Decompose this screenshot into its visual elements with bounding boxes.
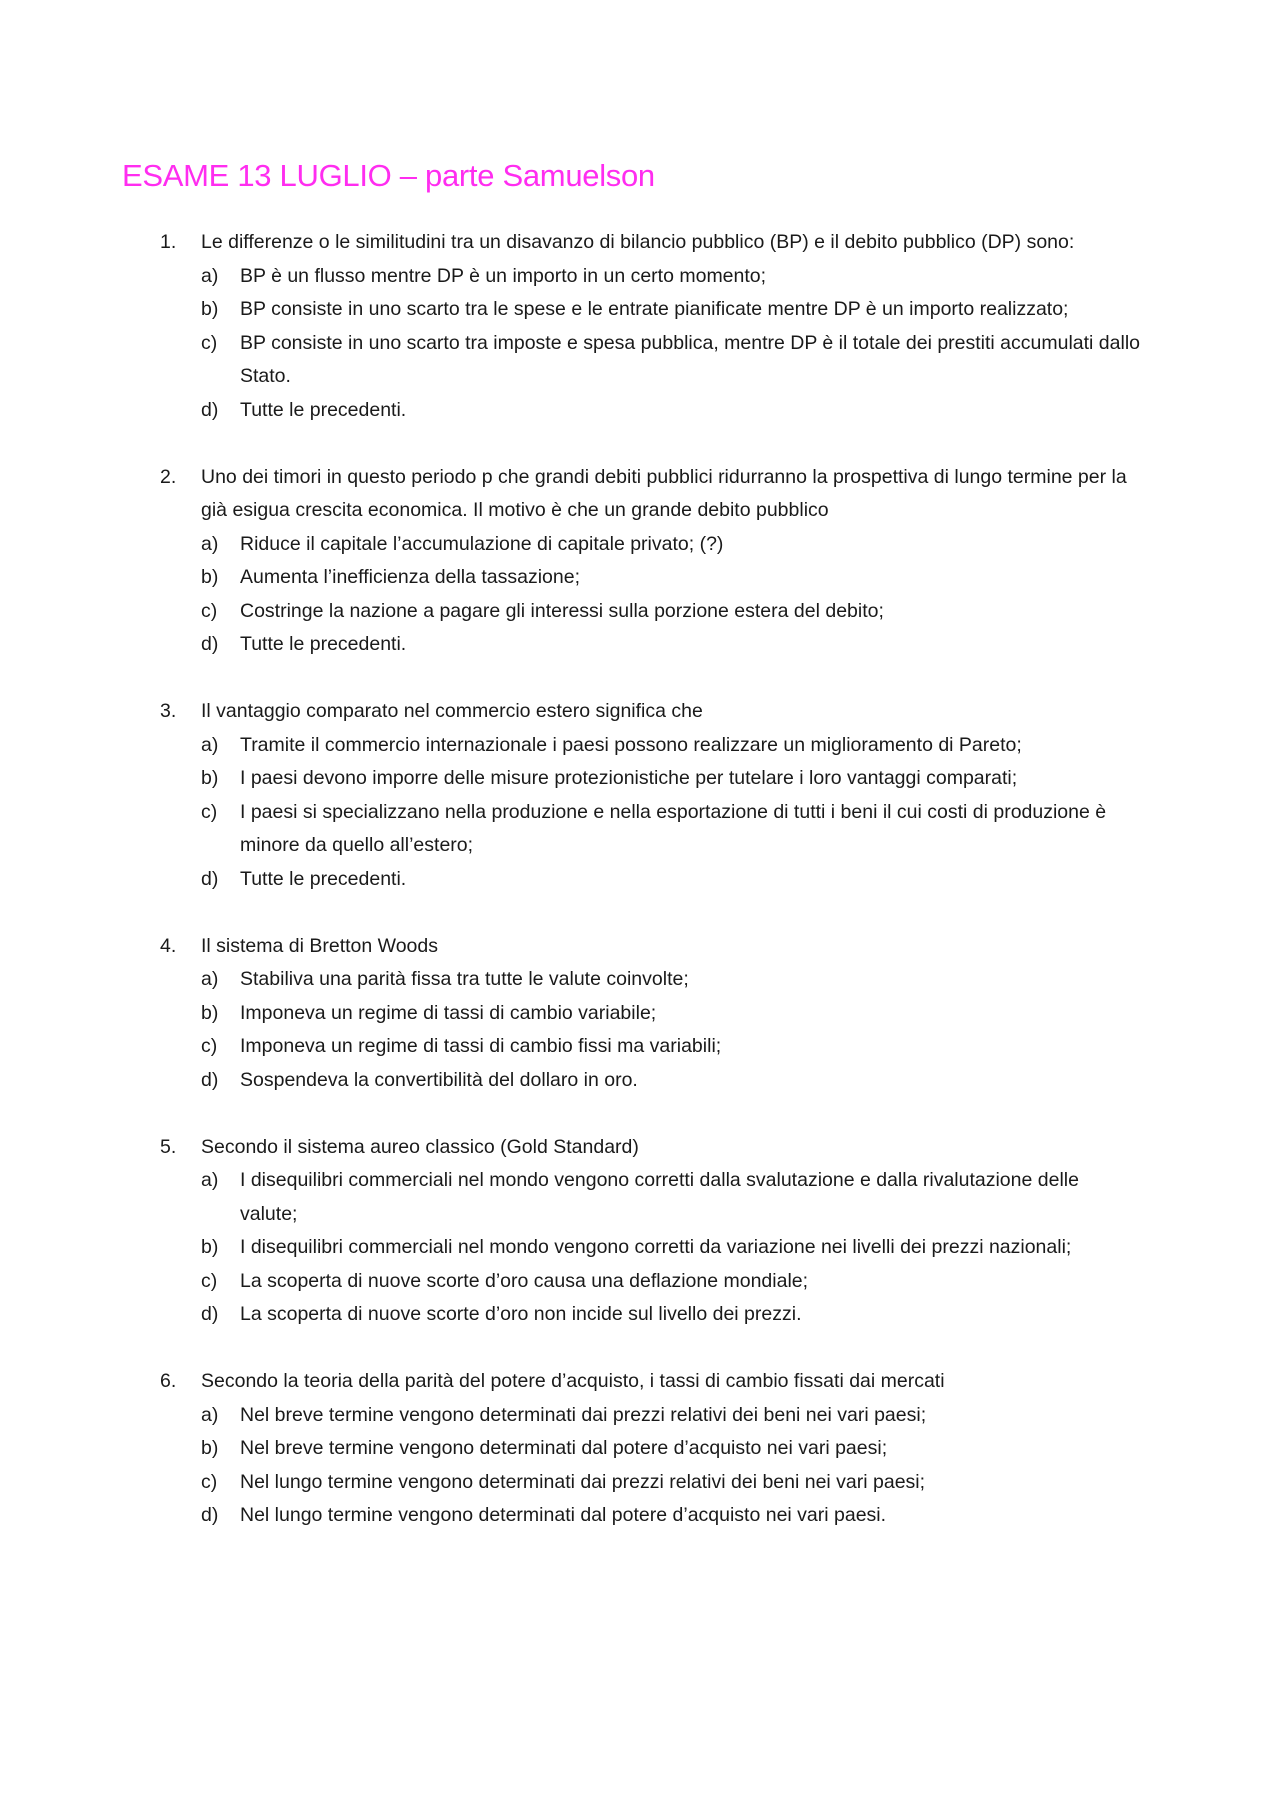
option-b bbox=[201, 561, 1140, 595]
option-letter: a) bbox=[201, 733, 219, 756]
option-a bbox=[201, 528, 1140, 562]
question-list bbox=[122, 226, 1140, 1533]
option-text: Tutte le precedenti. bbox=[240, 398, 407, 421]
option-c bbox=[201, 796, 1140, 863]
question-number: 3. bbox=[160, 700, 177, 722]
question-4 bbox=[122, 930, 1140, 1098]
option-letter: c) bbox=[201, 599, 218, 622]
option-letter: d) bbox=[201, 1504, 219, 1526]
question-text: Il vantaggio comparato nel commercio estero significa che bbox=[201, 700, 703, 722]
option-letter: a) bbox=[201, 264, 219, 287]
question-number: 4. bbox=[160, 934, 177, 957]
option-c bbox=[201, 1466, 1140, 1500]
option-text: Nel lungo termine vengono determinati dal potere d’acquisto nei vari paesi. bbox=[240, 1504, 887, 1526]
option-letter: c) bbox=[201, 1035, 218, 1057]
question-number: 5. bbox=[160, 1135, 177, 1158]
option-letter: d) bbox=[201, 1303, 219, 1325]
option-list bbox=[201, 1164, 1140, 1332]
option-b bbox=[201, 1432, 1140, 1466]
option-list bbox=[201, 260, 1140, 428]
option-text: I disequilibri commerciali nel mondo vengono corretti dalla svalutazione e dalla rivalutazione delle valute; bbox=[240, 1169, 1079, 1225]
option-d bbox=[201, 863, 1140, 897]
option-letter: d) bbox=[201, 398, 219, 421]
option-b bbox=[201, 997, 1140, 1031]
option-letter: a) bbox=[201, 968, 219, 990]
option-c bbox=[201, 327, 1140, 394]
option-letter: c) bbox=[201, 1470, 218, 1493]
option-text: Tutte le precedenti. bbox=[240, 867, 407, 890]
option-letter: c) bbox=[201, 800, 218, 823]
option-a bbox=[201, 260, 1140, 294]
question-text: Secondo il sistema aureo classico (Gold Standard) bbox=[201, 1135, 639, 1158]
option-letter: a) bbox=[201, 1169, 219, 1191]
option-list bbox=[201, 729, 1140, 897]
option-d bbox=[201, 1064, 1140, 1098]
option-letter: b) bbox=[201, 298, 219, 320]
option-d bbox=[201, 394, 1140, 428]
question-1 bbox=[122, 226, 1140, 427]
option-text: I paesi devono imporre delle misure protezionistiche per tutelare i loro vantaggi comparati; bbox=[240, 767, 1018, 789]
option-text: BP consiste in uno scarto tra imposte e spesa pubblica, mentre DP è il totale dei prestiti accumulati dallo Stato. bbox=[240, 331, 1140, 387]
option-text: Nel breve termine vengono determinati dal potere d’acquisto nei vari paesi; bbox=[240, 1437, 888, 1459]
option-a bbox=[201, 963, 1140, 997]
option-letter: c) bbox=[201, 331, 218, 354]
option-letter: b) bbox=[201, 1236, 219, 1258]
option-text: Imponeva un regime di tassi di cambio variabile; bbox=[240, 1001, 657, 1024]
option-text: Tramite il commercio internazionale i paesi possono realizzare un miglioramento di Pareto; bbox=[240, 733, 1022, 756]
option-letter: c) bbox=[201, 1269, 218, 1292]
option-text: La scoperta di nuove scorte d’oro causa una deflazione mondiale; bbox=[240, 1269, 809, 1292]
option-list bbox=[201, 1399, 1140, 1533]
question-number: 1. bbox=[160, 231, 177, 253]
option-b bbox=[201, 293, 1140, 327]
question-5 bbox=[122, 1131, 1140, 1332]
option-b bbox=[201, 1231, 1140, 1265]
option-text: BP consiste in uno scarto tra le spese e le entrate pianificate mentre DP è un importo realizzato; bbox=[240, 298, 1069, 320]
option-text: Sospendeva la convertibilità del dollaro in oro. bbox=[240, 1068, 638, 1091]
option-letter: d) bbox=[201, 1068, 219, 1091]
option-a bbox=[201, 1164, 1140, 1231]
option-list bbox=[201, 963, 1140, 1097]
question-number: 6. bbox=[160, 1370, 177, 1392]
question-text: Uno dei timori in questo periodo p che grandi debiti pubblici ridurranno la prospettiva di lungo termine per la già esigua crescita economica. Il motivo è che un grande debito pubblico bbox=[201, 465, 1127, 521]
option-letter: b) bbox=[201, 767, 219, 789]
option-text: Riduce il capitale l’accumulazione di capitale privato; (?) bbox=[240, 532, 724, 555]
option-letter: a) bbox=[201, 1403, 219, 1426]
question-text: Il sistema di Bretton Woods bbox=[201, 934, 438, 957]
option-text: Stabiliva una parità fissa tra tutte le valute coinvolte; bbox=[240, 968, 689, 990]
option-text: Costringe la nazione a pagare gli interessi sulla porzione estera del debito; bbox=[240, 599, 884, 622]
option-c bbox=[201, 595, 1140, 629]
option-text: Imponeva un regime di tassi di cambio fissi ma variabili; bbox=[240, 1035, 722, 1057]
question-2 bbox=[122, 461, 1140, 662]
option-text: I disequilibri commerciali nel mondo vengono corretti da variazione nei livelli dei prezzi nazionali; bbox=[240, 1236, 1072, 1258]
option-text: BP è un flusso mentre DP è un importo in un certo momento; bbox=[240, 264, 767, 287]
option-a bbox=[201, 729, 1140, 763]
option-list bbox=[201, 528, 1140, 662]
option-c bbox=[201, 1030, 1140, 1064]
question-6 bbox=[122, 1365, 1140, 1533]
option-letter: a) bbox=[201, 532, 219, 555]
option-letter: b) bbox=[201, 1001, 219, 1024]
option-text: I paesi si specializzano nella produzione e nella esportazione di tutti i beni il cui costi di produzione è minore da quello all’estero; bbox=[240, 800, 1107, 856]
option-letter: d) bbox=[201, 867, 219, 890]
question-text: Le differenze o le similitudini tra un disavanzo di bilancio pubblico (BP) e il debito pubblico (DP) sono: bbox=[201, 231, 1075, 253]
option-d bbox=[201, 628, 1140, 662]
question-3 bbox=[122, 695, 1140, 896]
option-b bbox=[201, 762, 1140, 796]
question-text: Secondo la teoria della parità del potere d’acquisto, i tassi di cambio fissati dai mercati bbox=[201, 1370, 945, 1392]
page-title: ESAME 13 LUGLIO – parte Samuelson bbox=[122, 158, 655, 193]
option-d bbox=[201, 1499, 1140, 1533]
option-a bbox=[201, 1399, 1140, 1433]
option-text: La scoperta di nuove scorte d’oro non incide sul livello dei prezzi. bbox=[240, 1303, 802, 1325]
option-text: Nel breve termine vengono determinati dai prezzi relativi dei beni nei vari paesi; bbox=[240, 1403, 927, 1426]
option-text: Tutte le precedenti. bbox=[240, 633, 407, 655]
option-d bbox=[201, 1298, 1140, 1332]
option-letter: b) bbox=[201, 1437, 219, 1459]
question-number: 2. bbox=[160, 465, 177, 488]
option-text: Nel lungo termine vengono determinati dai prezzi relativi dei beni nei vari paesi; bbox=[240, 1470, 926, 1493]
option-text: Aumenta l’inefficienza della tassazione; bbox=[240, 566, 581, 588]
option-letter: b) bbox=[201, 566, 219, 588]
option-c bbox=[201, 1265, 1140, 1299]
option-letter: d) bbox=[201, 633, 219, 655]
